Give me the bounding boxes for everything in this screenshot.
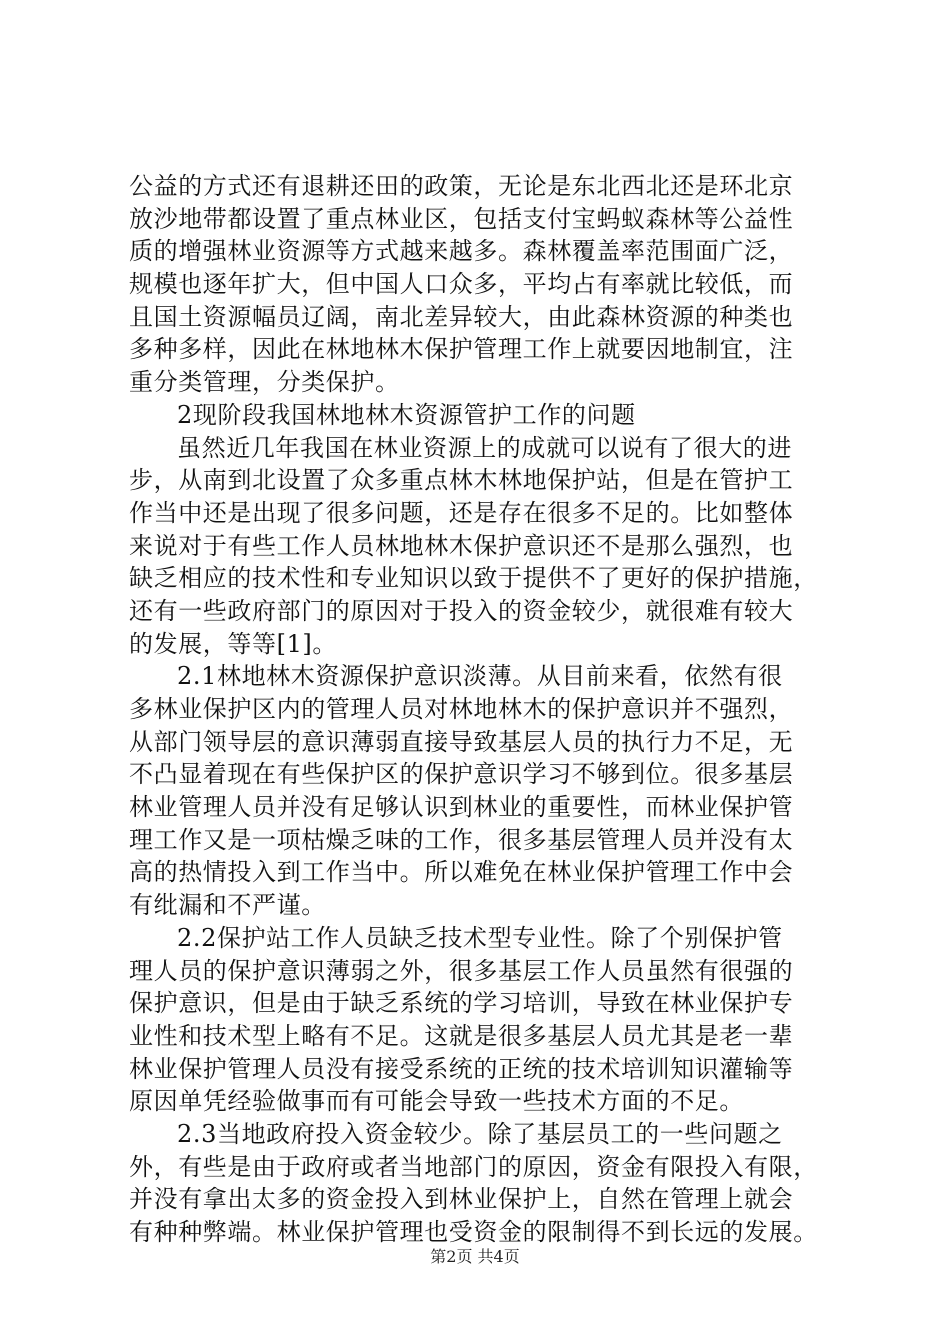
text-line: 规模也逐年扩大，但中国人口众多，平均占有率就比较低，而 [129,270,794,299]
text-line: 高的热情投入到工作当中。所以难免在林业保护管理工作中会 [129,858,794,887]
text-line: 来说对于有些工作人员林地林木保护意识还不是那么强烈，也 [129,531,794,560]
text-line: 林业保护管理人员没有接受系统的正统的技术培训知识灌输等 [129,1054,794,1083]
text-line: 不凸显着现在有些保护区的保护意识学习不够到位。很多基层 [129,760,794,789]
text-line: 重分类管理，分类保护。 [129,368,400,397]
text-line: 多林业保护区内的管理人员对林地林木的保护意识并不强烈， [129,695,794,723]
text-line: 业性和技术型上略有不足。这就是很多基层人员尤其是老一辈 [129,1021,794,1050]
text-line: 2.2保护站工作人员缺乏技术型专业性。除了个别保护管 [177,923,783,952]
body-text [129,170,829,1249]
text-line: 多种多样，因此在林地林木保护管理工作上就要因地制宜，注 [129,335,794,364]
text-line: 林业管理人员并没有足够认识到林业的重要性，而林业保护管 [129,793,794,822]
text-line: 作当中还是出现了很多问题，还是存在很多不足的。比如整体 [129,498,794,527]
text-line: 缺乏相应的技术性和专业知识以致于提供不了更好的保护措施， [129,564,818,593]
text-line: 公益的方式还有退耕还田的政策，无论是东北西北还是环北京 [129,172,794,200]
text-line: 原因单凭经验做事而有可能会导致一些技术方面的不足。 [129,1087,744,1116]
text-line: 有纰漏和不严谨。 [129,891,326,920]
text-line: 有种种弊端。林业保护管理也受资金的限制得不到长远的发展。 [129,1218,818,1246]
text-line: 理人员的保护意识薄弱之外，很多基层工作人员虽然有很强的 [129,956,794,985]
text-line: 2现阶段我国林地林木资源管护工作的问题 [177,400,636,429]
text-line: 保护意识，但是由于缺乏系统的学习培训，导致在林业保护专 [129,989,794,1018]
text-line: 且国土资源幅员辽阔，南北差异较大，由此森林资源的种类也 [129,302,794,331]
page-footer: 第2页 共4页 [430,1247,520,1266]
text-line: 虽然近几年我国在林业资源上的成就可以说有了很大的进 [177,433,792,462]
text-line: 还有一些政府部门的原因对于投入的资金较少，就很难有较大 [129,596,794,625]
text-line: 步，从南到北设置了众多重点林木林地保护站，但是在管护工 [129,466,794,495]
text-line: 并没有拿出太多的资金投入到林业保护上，自然在管理上就会 [129,1185,794,1214]
text-line: 2.1林地林木资源保护意识淡薄。从目前来看，依然有很 [177,662,783,691]
text-line: 理工作又是一项枯燥乏味的工作，很多基层管理人员并没有太 [129,825,794,854]
text-line: 2.3当地政府投入资金较少。除了基层员工的一些问题之 [177,1119,783,1148]
text-line: 放沙地带都设置了重点林业区，包括支付宝蚂蚁森林等公益性 [129,204,794,233]
text-line: 的发展，等等[1]。 [129,629,337,658]
text-line: 从部门领导层的意识薄弱直接导致基层人员的执行力不足，无 [129,727,794,756]
text-line: 质的增强林业资源等方式越来越多。森林覆盖率范围面广泛， [129,237,794,266]
text-line: 外，有些是由于政府或者当地部门的原因，资金有限投入有限， [129,1152,818,1181]
